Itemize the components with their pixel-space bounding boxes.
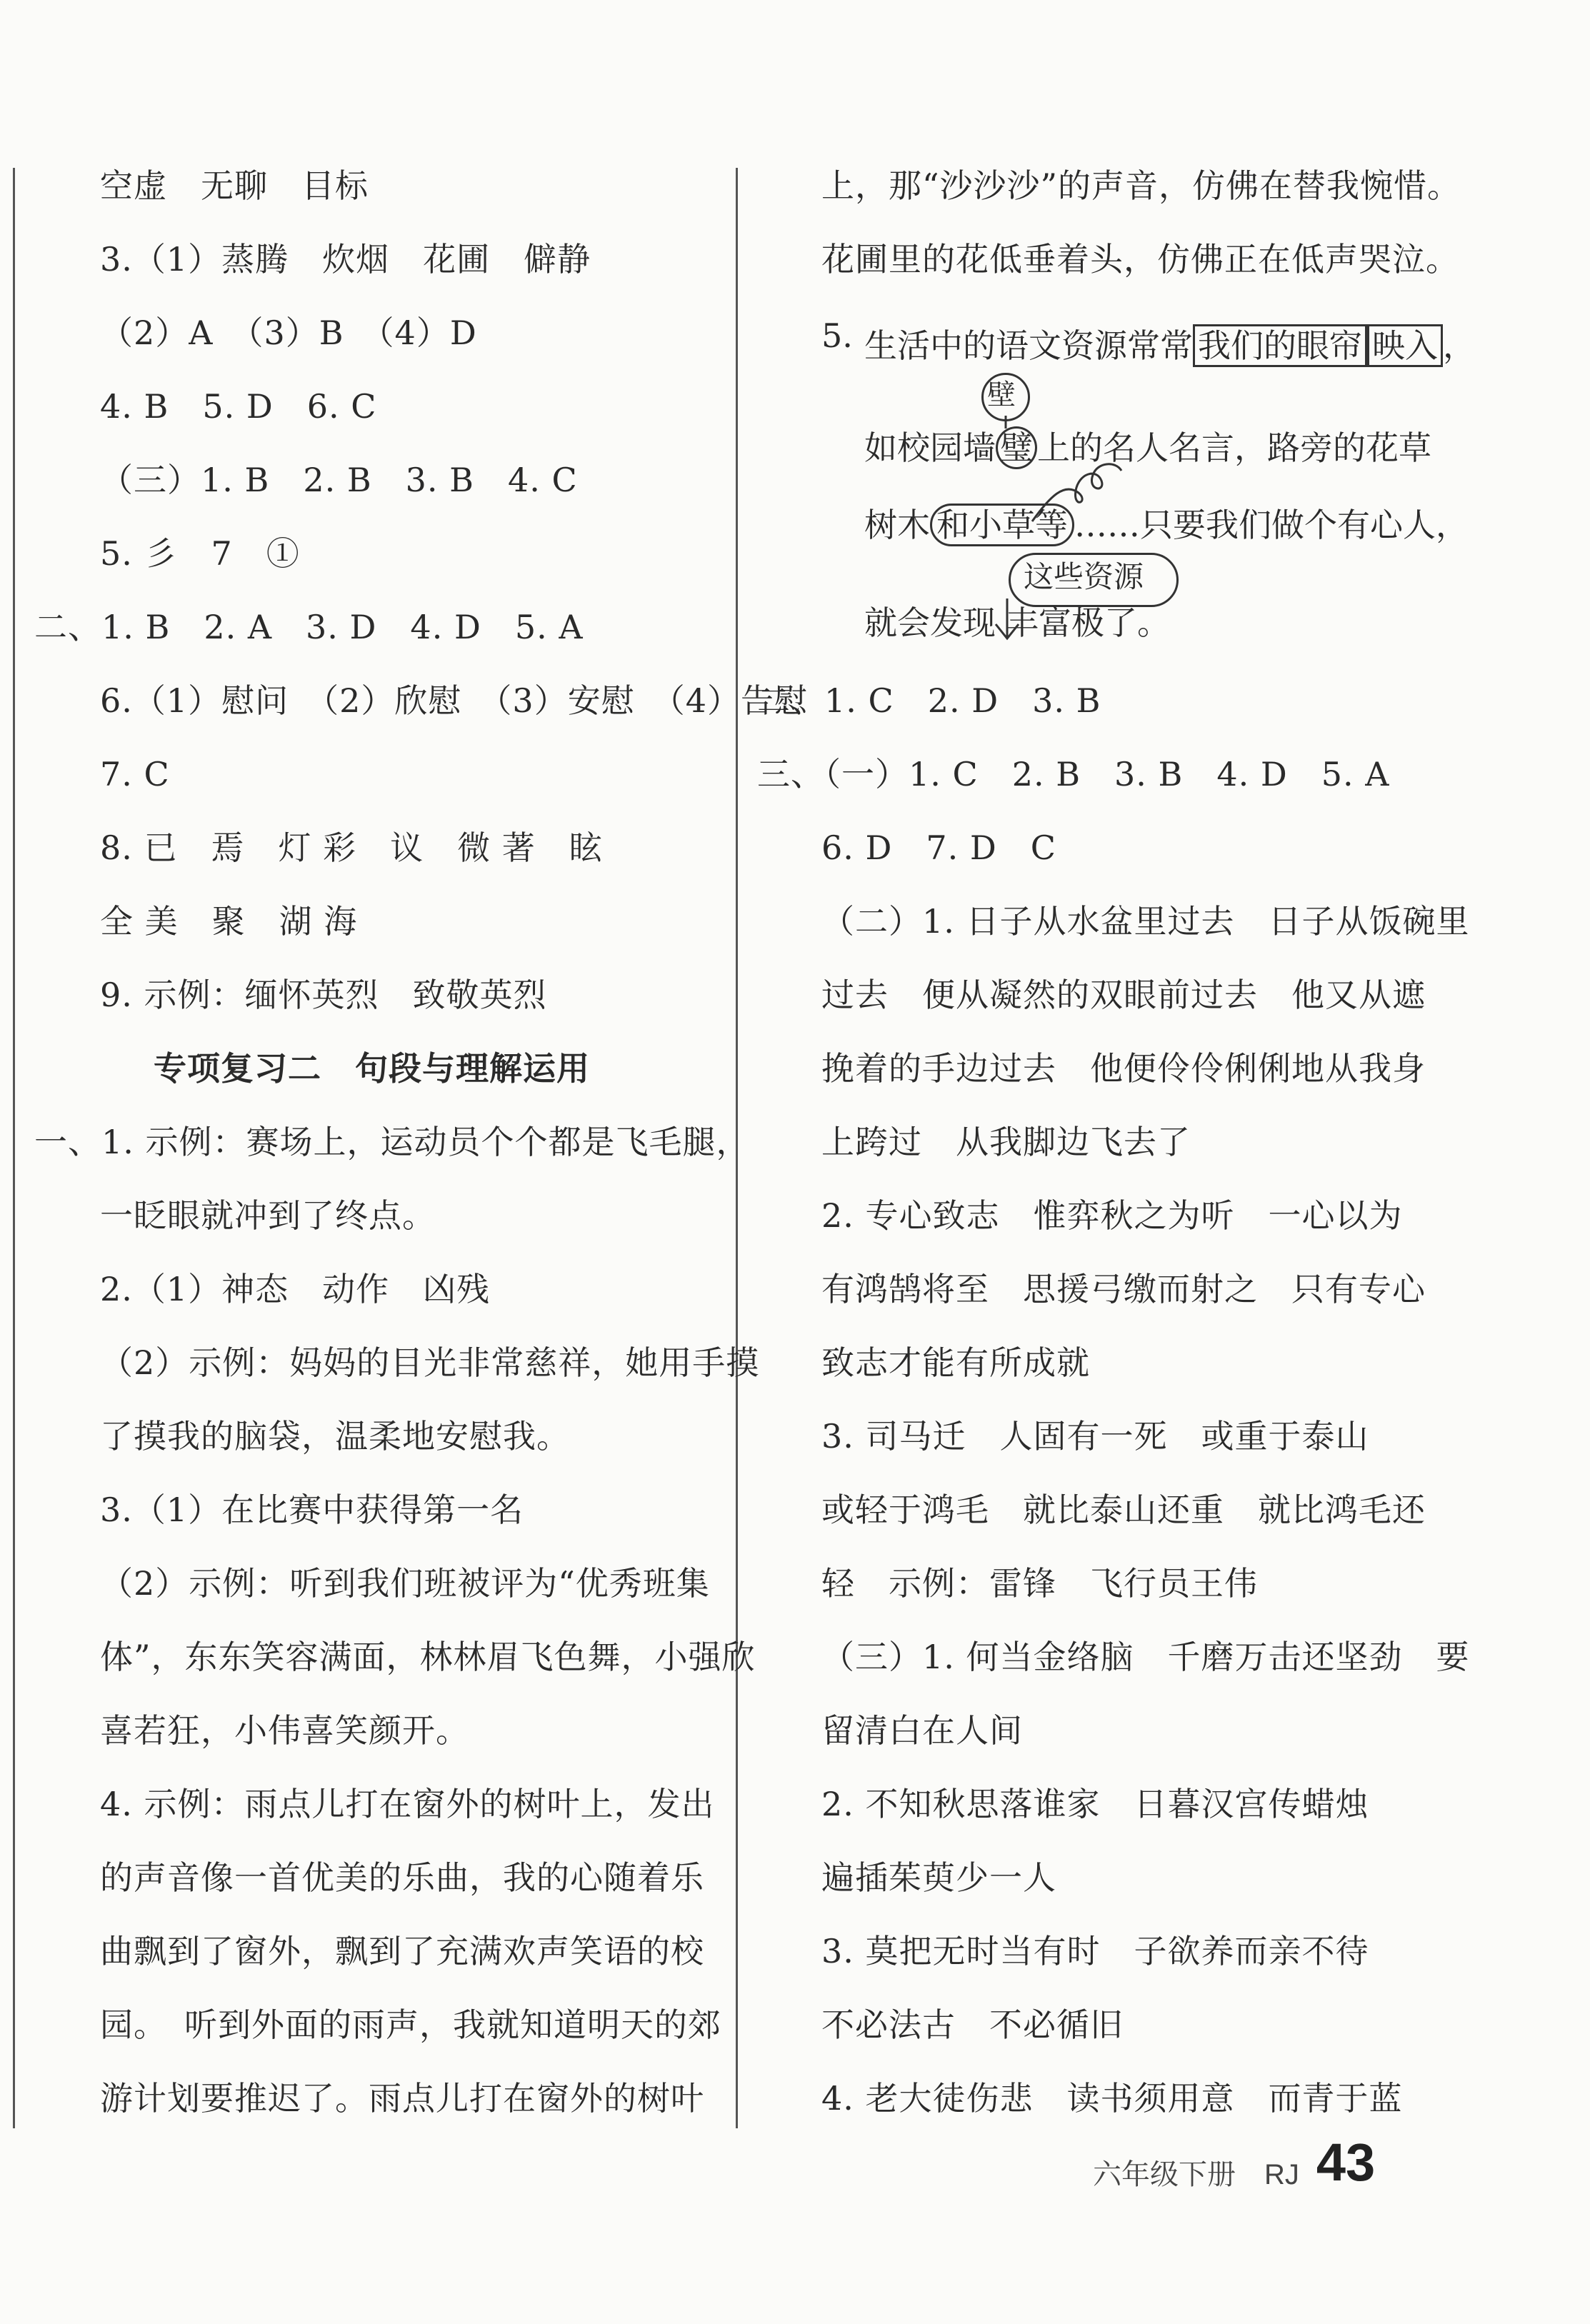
right-line-13: 3. 司马迁 人固有一死 或重于泰山 [821,1417,1369,1456]
left-line-19: 3.（1）在比赛中获得第一名 [100,1491,524,1529]
left-line-23: 4. 示例：雨点儿打在窗外的树叶上，发出 [100,1785,715,1823]
proof-line-1-punct: ， [1443,326,1476,365]
proof-line-3 [864,504,1469,546]
left-line-1: 空虚 无聊 目标 [100,166,369,205]
right-line-19: 遍插茱萸少一人 [821,1858,1056,1897]
right-line-21: 不必法古 不必循旧 [821,2005,1124,2044]
proofreading-figure [821,314,1476,657]
left-line-7: 二、1. B 2. A 3. D 4. D 5. A [34,608,584,646]
right-line-9: 上跨过 从我脚边飞去了 [821,1123,1191,1161]
left-line-12: 9. 示例：缅怀英烈 致敬英烈 [100,976,547,1014]
left-line-5: （三）1. B 2. B 3. B 4. C [100,461,578,499]
left-line-27: 游计划要推迟了。雨点儿打在窗外的树叶 [100,2079,704,2118]
proof-line-4-rest: 丰富极了。 [1006,603,1170,642]
proof-number: 5. [821,316,853,355]
swapped-phrase-2: 映入 [1367,324,1443,367]
left-line-2: 3.（1）蒸腾 炊烟 花圃 僻静 [100,240,591,279]
wrong-char: 璧 [996,426,1037,469]
left-line-18: 了摸我的脑袋，温柔地安慰我。 [100,1417,570,1456]
left-line-14: 一、1. 示例：赛场上，运动员个个都是飞毛腿， [34,1123,750,1161]
correction-char: 壁 [987,379,1016,411]
proof-line-2-text: 如校园墙 [864,429,996,467]
right-line-3: 二、1. C 2. D 3. B [757,681,1101,720]
left-line-22: 喜若狂，小伟喜笑颜开。 [100,1711,469,1750]
page-number: 43 [1316,2133,1376,2192]
right-line-8: 挽着的手边过去 他便伶伶俐俐地从我身 [821,1049,1426,1088]
left-line-17: （2）示例：妈妈的目光非常慈祥，她用手摸 [100,1343,760,1382]
left-line-26: 园。 听到外面的雨声，我就知道明天的郊 [100,2005,721,2044]
proof-line-2-rest: 上的名人名言，路旁的花草 [1037,429,1431,467]
left-margin-rule [13,168,15,2128]
left-line-15: 一眨眼就冲到了终点。 [100,1196,436,1235]
insertion-phrase: 这些资源 [1024,559,1144,594]
right-line-12: 致志才能有所成就 [821,1343,1090,1382]
proof-line-2 [864,426,1431,469]
right-line-18: 2. 不知秋思落谁家 日暮汉宫传蜡烛 [821,1785,1369,1823]
insertion-caret-icon [993,597,1021,643]
left-line-8: 6.（1）慰问 （2）欣慰 （3）安慰 （4）告慰 [100,681,808,720]
left-line-25: 曲飘到了窗外，飘到了充满欢声笑语的校 [100,1932,704,1970]
left-line-4: 4. B 5. D 6. C [100,387,377,426]
right-line-11: 有鸿鹄将至 思援弓缴而射之 只有专心 [821,1270,1426,1308]
right-line-20: 3. 莫把无时当有时 子欲养而亲不待 [821,1932,1369,1970]
left-line-11: 全 美 聚 湖 海 [100,902,358,941]
left-line-6: 5. 彡 7 ① [100,534,300,573]
proof-line-1 [864,324,1476,367]
section-heading: 专项复习二 句段与理解运用 [154,1049,590,1088]
proof-line-1-text: 生活中的语文资源常常 [864,326,1193,365]
right-line-16: （三）1. 何当金络脑 千磨万击还坚劲 要 [821,1638,1470,1676]
left-line-24: 的声音像一首优美的乐曲，我的心随着乐 [100,1858,704,1897]
right-line-15: 轻 示例：雷锋 飞行员王伟 [821,1564,1258,1603]
right-line-4: 三、（一）1. C 2. B 3. B 4. D 5. A [757,755,1390,793]
page-footer [1093,2132,1375,2193]
right-line-14: 或轻于鸿毛 就比泰山还重 就比鸿毛还 [821,1491,1426,1529]
right-line-10: 2. 专心致志 惟弈秋之为听 一心以为 [821,1196,1403,1235]
right-line-6: （二）1. 日子从水盆里过去 日子从饭碗里 [821,902,1470,941]
right-line-17: 留清白在人间 [821,1711,1023,1750]
swapped-phrase-1: 我们的眼帘 [1193,324,1367,367]
right-line-22: 4. 老大徒伤悲 读书须用意 而青于蓝 [821,2079,1403,2118]
proof-line-3-rest: ……只要我们做个有心人， [1074,506,1469,544]
proof-line-4-text: 就会发现 [864,603,996,642]
left-line-21: 体”，东东笑容满面，林林眉飞色舞，小强欣 [100,1638,756,1676]
right-line-1: 上，那“沙沙沙”的声音，仿佛在替我惋惜。 [821,166,1461,205]
grade-label: 六年级下册 RJ [1093,2159,1299,2190]
deleted-phrase: 和小草等 [930,504,1074,546]
right-line-7: 过去 便从凝然的双眼前过去 他又从遮 [821,976,1426,1014]
left-line-20: （2）示例：听到我们班被评为“优秀班集 [100,1564,710,1603]
proof-line-3-text: 树木 [864,506,930,544]
left-line-3: （2）A （3）B （4）D [100,314,477,352]
right-line-5: 6. D 7. D C [821,828,1056,867]
left-line-16: 2.（1）神态 动作 凶残 [100,1270,491,1308]
left-line-9: 7. C [100,755,170,793]
left-line-10: 8. 已 焉 灯 彩 议 微 著 眩 [100,828,603,867]
right-line-2: 花圃里的花低垂着头，仿佛正在低声哭泣。 [821,240,1459,279]
